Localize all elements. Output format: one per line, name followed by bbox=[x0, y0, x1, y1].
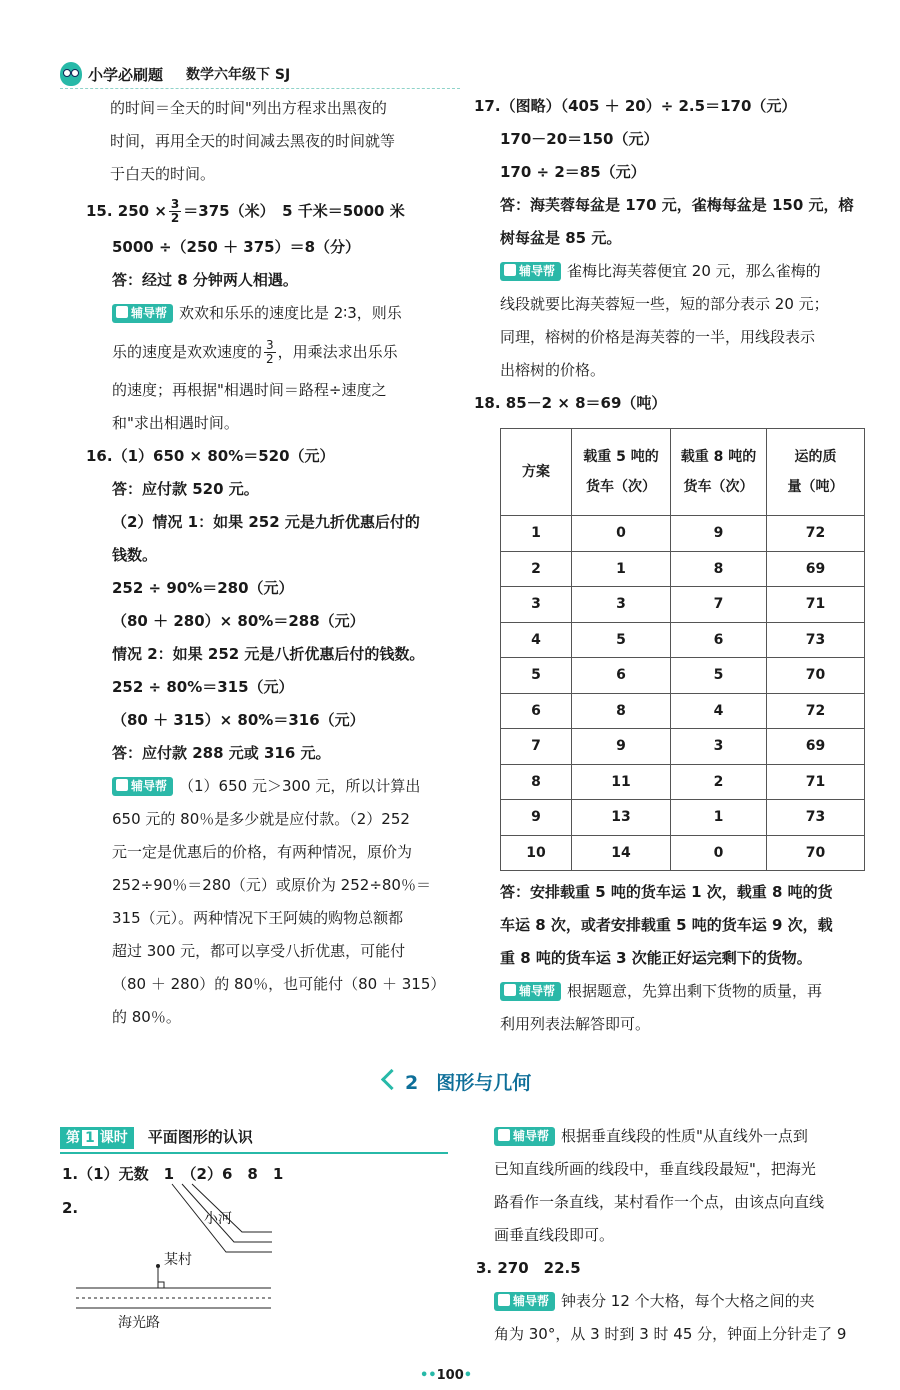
table-cell: 13 bbox=[572, 800, 671, 836]
hint-line: 的 80％。 bbox=[112, 1008, 181, 1026]
q18-answer: 重 8 吨的货车运 3 次能正好运完剩下的货物。 bbox=[500, 949, 812, 967]
q2-label: 2. bbox=[62, 1199, 79, 1217]
hint-line: 出榕树的价格。 bbox=[500, 361, 606, 379]
hint-badge: 辅导帮 bbox=[500, 262, 561, 281]
text-line: 的时间＝全天的时间"列出方程求出黑夜的 bbox=[110, 99, 387, 117]
table-row bbox=[501, 658, 865, 694]
q18-line1: 18. 85－2 × 8＝69（吨） bbox=[474, 394, 667, 412]
right-column bbox=[474, 90, 874, 420]
table-cell: 69 bbox=[767, 551, 865, 587]
q16-answer: 答：应付款 288 元或 316 元。 bbox=[112, 744, 331, 762]
q16-line: 答：应付款 520 元。 bbox=[112, 480, 259, 498]
hint-line: （80 ＋ 280）的 80％，也可能付（80 ＋ 315） bbox=[112, 975, 446, 993]
river-label: 小河 bbox=[204, 1211, 232, 1227]
book-icon bbox=[116, 779, 128, 791]
hint-line: 路看作一条直线，某村看作一个点，由该点向直线 bbox=[494, 1193, 825, 1211]
hint-line: 的速度；再根据"相遇时间＝路程÷速度之 bbox=[112, 381, 387, 399]
q15-answer: 答：经过 8 分钟两人相遇。 bbox=[112, 271, 298, 289]
q16-line1: 16.（1）650 × 80%＝520（元） bbox=[86, 447, 335, 465]
hint-block-6: 辅导帮 钟表分 12 个大格，每个大格之间的夹 bbox=[494, 1285, 884, 1318]
hint-block-5: 辅导帮 根据垂直线段的性质"从直线外一点到 bbox=[494, 1120, 884, 1153]
table-cell: 6 bbox=[671, 622, 767, 658]
hint-badge: 辅导帮 bbox=[112, 777, 173, 796]
table-cell: 7 bbox=[671, 587, 767, 623]
table-cell: 11 bbox=[572, 764, 671, 800]
left-column bbox=[86, 92, 456, 1034]
hint-badge: 辅导帮 bbox=[494, 1127, 555, 1146]
q16-line: （80 ＋ 315）× 80%＝316（元） bbox=[112, 711, 365, 729]
table-cell: 8 bbox=[501, 764, 572, 800]
book-icon bbox=[504, 264, 516, 276]
section-title: 2 图形与几何 bbox=[384, 1068, 531, 1095]
table-row bbox=[501, 764, 865, 800]
table-header: 载重 8 吨的 货车（次） bbox=[671, 429, 767, 516]
table-cell: 69 bbox=[767, 729, 865, 765]
table-cell: 0 bbox=[671, 835, 767, 871]
lesson-tag: 第 1 课时 bbox=[60, 1127, 134, 1149]
table-cell: 5 bbox=[572, 622, 671, 658]
subject-label: 数学六年级下 SJ bbox=[186, 67, 291, 83]
header-divider bbox=[60, 88, 460, 89]
fraction: $\frac{3}{2}$ bbox=[170, 197, 180, 225]
road-label: 海光路 bbox=[118, 1315, 160, 1331]
q16-line: （2）情况 1：如果 252 元是九折优惠后付的 bbox=[112, 513, 420, 531]
hint-line: 252÷90％＝280（元）或原价为 252÷80％＝ bbox=[112, 876, 431, 894]
table-cell: 1 bbox=[572, 551, 671, 587]
q3-line: 3. 270 22.5 bbox=[476, 1259, 581, 1277]
page-number: ••100• bbox=[420, 1368, 473, 1383]
table-cell: 2 bbox=[501, 551, 572, 587]
table-body bbox=[501, 516, 865, 871]
hint-line: 元一定是优惠后的价格，有两种情况，原价为 bbox=[112, 843, 413, 861]
q1-line: 1.（1）无数 1 （2）6 8 1 bbox=[62, 1165, 284, 1183]
lesson-title: 平面图形的认识 bbox=[147, 1128, 253, 1146]
book-icon bbox=[498, 1129, 510, 1141]
right-angle-mark bbox=[158, 1282, 164, 1288]
hint-line: 画垂直线段即可。 bbox=[494, 1226, 615, 1244]
table-cell: 6 bbox=[501, 693, 572, 729]
table-cell: 5 bbox=[501, 658, 572, 694]
table-cell: 7 bbox=[501, 729, 572, 765]
table-header: 载重 5 吨的 货车（次） bbox=[572, 429, 671, 516]
table-cell: 9 bbox=[501, 800, 572, 836]
q16-line: 252 ÷ 80%＝315（元） bbox=[112, 678, 294, 696]
book-icon bbox=[498, 1294, 510, 1306]
q17-line: 170－20＝150（元） bbox=[500, 130, 659, 148]
table-cell: 72 bbox=[767, 516, 865, 552]
table-cell: 6 bbox=[572, 658, 671, 694]
hint-line: 同理，榕树的价格是海芙蓉的一半，用线段表示 bbox=[500, 328, 816, 346]
table-header: 方案 bbox=[501, 429, 572, 516]
table-cell: 8 bbox=[572, 693, 671, 729]
table-cell: 14 bbox=[572, 835, 671, 871]
q16-line: 钱数。 bbox=[112, 546, 158, 564]
table-cell: 73 bbox=[767, 622, 865, 658]
table-row bbox=[501, 516, 865, 552]
table-cell: 1 bbox=[671, 800, 767, 836]
q16-line: （80 ＋ 280）× 80%＝288（元） bbox=[112, 612, 365, 630]
book-icon bbox=[116, 306, 128, 318]
owl-logo-icon bbox=[60, 62, 82, 86]
table-cell: 71 bbox=[767, 587, 865, 623]
brand-title: 小学必刷题 bbox=[88, 66, 164, 84]
table-cell: 73 bbox=[767, 800, 865, 836]
q18-answer: 车运 8 次，或者安排载重 5 吨的货车运 9 次，载 bbox=[500, 916, 833, 934]
q15-line2: 5000 ÷（250 ＋ 375）＝8（分） bbox=[112, 238, 361, 256]
q15-line1: 15. 250 × $\frac{3}{2}$ ＝375（米） 5 千米＝5000 米 bbox=[86, 197, 405, 225]
hint-line: 650 元的 80％是多少就是应付款。（2）252 bbox=[112, 810, 410, 828]
table-row bbox=[501, 800, 865, 836]
hint-block-1: 辅导帮 欢欢和乐乐的速度比是 2∶3，则乐 bbox=[86, 297, 456, 330]
table-cell: 3 bbox=[501, 587, 572, 623]
table-cell: 4 bbox=[671, 693, 767, 729]
q18-answer-block bbox=[500, 876, 880, 1041]
hint-badge: 辅导帮 bbox=[500, 982, 561, 1001]
table-cell: 3 bbox=[671, 729, 767, 765]
table-cell: 71 bbox=[767, 764, 865, 800]
text-line: 于白天的时间。 bbox=[110, 165, 216, 183]
book-icon bbox=[504, 984, 516, 996]
hint-line: 和"求出相遇时间。 bbox=[112, 414, 239, 432]
q17-answer: 答：海芙蓉每盆是 170 元，雀梅每盆是 150 元，榕 bbox=[500, 196, 854, 214]
table-row bbox=[501, 693, 865, 729]
hint-line: 乐的速度是欢欢速度的 $\frac{3}{2}$ ，用乘法求出乐乐 bbox=[112, 338, 398, 366]
table-cell: 9 bbox=[572, 729, 671, 765]
hint-line: 已知直线所画的线段中，垂直线段最短"，把海光 bbox=[494, 1160, 816, 1178]
hint-badge: 辅导帮 bbox=[494, 1292, 555, 1311]
table-row bbox=[501, 729, 865, 765]
table-cell: 5 bbox=[671, 658, 767, 694]
q18-answer: 答：安排载重 5 吨的货车运 1 次，载重 8 吨的货 bbox=[500, 883, 833, 901]
hint-line: 角为 30°，从 3 时到 3 时 45 分，钟面上分针走了 9 bbox=[494, 1325, 847, 1343]
lesson-heading bbox=[60, 1126, 448, 1154]
hint-line: 315（元）。两种情况下王阿姨的购物总额都 bbox=[112, 909, 404, 927]
table-header: 运的质 量（吨） bbox=[767, 429, 865, 516]
hint-line: 超过 300 元，都可以享受八折优惠，可能付 bbox=[112, 942, 406, 960]
fraction: $\frac{3}{2}$ bbox=[266, 338, 274, 366]
table-cell: 3 bbox=[572, 587, 671, 623]
table-cell: 1 bbox=[501, 516, 572, 552]
q17-line: 170 ÷ 2＝85（元） bbox=[500, 163, 646, 181]
table-cell: 0 bbox=[572, 516, 671, 552]
q17-line1: 17.（图略）（405 ＋ 20）÷ 2.5＝170（元） bbox=[474, 97, 797, 115]
text-line: 时间，再用全天的时间减去黑夜的时间就等 bbox=[110, 132, 396, 150]
bottom-right-column bbox=[476, 1120, 884, 1351]
q16-line: 情况 2：如果 252 元是八折优惠后付的钱数。 bbox=[112, 645, 425, 663]
hint-line: 线段就要比海芙蓉短一些，短的部分表示 20 元； bbox=[500, 295, 829, 313]
table-cell: 70 bbox=[767, 658, 865, 694]
q17-answer: 树每盆是 85 元。 bbox=[500, 229, 622, 247]
table-row bbox=[501, 835, 865, 871]
hint-line: 利用列表法解答即可。 bbox=[500, 1015, 651, 1033]
table-header-row bbox=[501, 429, 865, 516]
page-header bbox=[60, 62, 460, 92]
table-cell: 72 bbox=[767, 693, 865, 729]
table-cell: 8 bbox=[671, 551, 767, 587]
table-cell: 70 bbox=[767, 835, 865, 871]
table-row bbox=[501, 587, 865, 623]
hint-block-4: 辅导帮 根据题意，先算出剩下货物的质量，再 bbox=[500, 975, 880, 1008]
hint-block-2: 辅导帮 （1）650 元＞300 元，所以计算出 bbox=[86, 770, 456, 803]
table-cell: 9 bbox=[671, 516, 767, 552]
q16-line: 252 ÷ 90%＝280（元） bbox=[112, 579, 294, 597]
hint-block-3: 辅导帮 雀梅比海芙蓉便宜 20 元，那么雀梅的 bbox=[474, 255, 874, 288]
table-cell: 2 bbox=[671, 764, 767, 800]
table-cell: 4 bbox=[501, 622, 572, 658]
chevron-icon bbox=[381, 1069, 402, 1090]
table-cell: 10 bbox=[501, 835, 572, 871]
table-row bbox=[501, 622, 865, 658]
hint-badge: 辅导帮 bbox=[112, 304, 173, 323]
table-row bbox=[501, 551, 865, 587]
village-label: 某村 bbox=[164, 1252, 192, 1268]
plan-table bbox=[500, 428, 865, 871]
